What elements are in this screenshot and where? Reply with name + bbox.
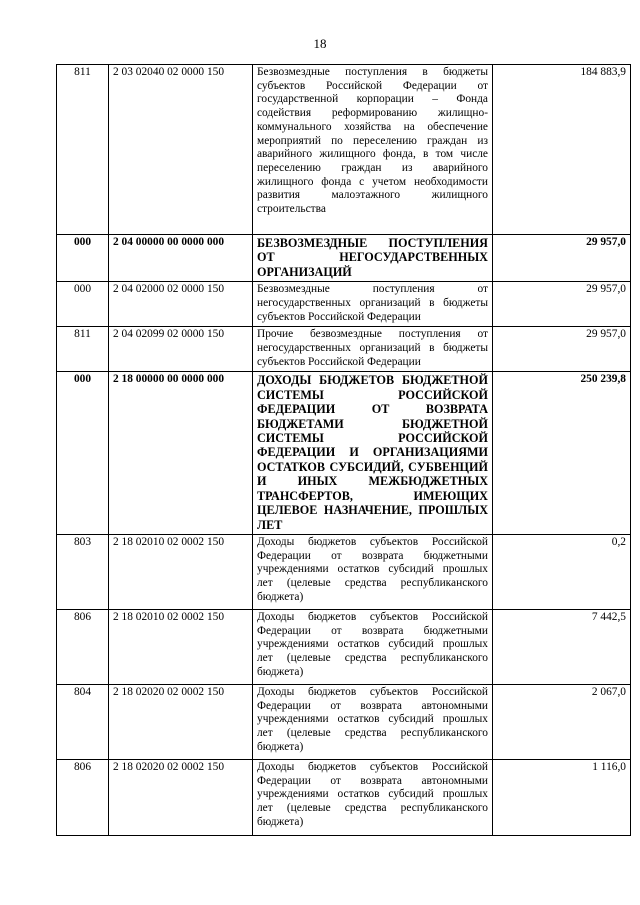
revenue-name-cell: Прочие безвозмездные поступления от негосударственных организаций в бюджеты субъектов Российской Федерации [253, 327, 493, 372]
amount-cell: 2 067,0 [493, 684, 631, 759]
budget-classification-code-cell: 2 04 02000 02 0000 150 [109, 282, 253, 327]
admin-code-cell: 806 [57, 759, 109, 835]
budget-classification-code-cell: 2 18 00000 00 0000 000 [109, 372, 253, 534]
table-row [57, 372, 631, 534]
table-row [57, 65, 631, 235]
budget-classification-code-cell: 2 18 02020 02 0002 150 [109, 684, 253, 759]
budget-classification-code-cell: 2 18 02010 02 0002 150 [109, 534, 253, 609]
amount-cell: 184 883,9 [493, 65, 631, 235]
revenue-name-cell: Доходы бюджетов субъектов Российской Федерации от возврата автономными учреждениями остатков субсидий прошлых лет (целевые средства республиканского бюджета) [253, 684, 493, 759]
amount-cell: 29 957,0 [493, 282, 631, 327]
admin-code-cell: 811 [57, 65, 109, 235]
budget-classification-code-cell: 2 18 02010 02 0002 150 [109, 609, 253, 684]
budget-classification-code-cell: 2 18 02020 02 0002 150 [109, 759, 253, 835]
amount-cell: 1 116,0 [493, 759, 631, 835]
table-row [57, 327, 631, 372]
admin-code-cell: 000 [57, 372, 109, 534]
revenue-name-cell: Безвозмездные поступления от негосударственных организаций в бюджеты субъектов Российской Федерации [253, 282, 493, 327]
admin-code-cell: 804 [57, 684, 109, 759]
revenue-name-cell: БЕЗВОЗМЕЗДНЫЕ ПОСТУПЛЕНИЯ ОТ НЕГОСУДАРСТВЕННЫХ ОРГАНИЗАЦИЙ [253, 235, 493, 282]
table-row [57, 609, 631, 684]
revenue-name-cell: ДОХОДЫ БЮДЖЕТОВ БЮДЖЕТНОЙ СИСТЕМЫ РОССИЙСКОЙ ФЕДЕРАЦИИ ОТ ВОЗВРАТА БЮДЖЕТАМИ БЮДЖЕТНОЙ СИСТЕМЫ РОССИЙСКОЙ ФЕДЕРАЦИИ И ОРГАНИЗАЦИЯМИ ОСТАТКОВ СУБСИДИЙ, СУБВЕНЦИЙ И ИНЫХ МЕЖБЮДЖЕТНЫХ ТРАНСФЕРТОВ, ИМЕЮЩИХ ЦЕЛЕВОЕ НАЗНАЧЕНИЕ, ПРОШЛЫХ ЛЕТ [253, 372, 493, 534]
revenue-name-cell: Доходы бюджетов субъектов Российской Федерации от возврата автономными учреждениями остатков субсидий прошлых лет (целевые средства республиканского бюджета) [253, 759, 493, 835]
revenue-name-cell: Безвозмездные поступления в бюджеты субъектов Российской Федерации от государственной корпорации – Фонда содействия реформированию жилищно-коммунального хозяйства на обеспечение мероприятий по переселению граждан из аварийного жилищного фонда, в том числе переселению граждан из аварийного жилищного фонда с учетом необходимости развития малоэтажного жилищного строительства [253, 65, 493, 235]
admin-code-cell: 803 [57, 534, 109, 609]
amount-cell: 29 957,0 [493, 327, 631, 372]
table-row [57, 684, 631, 759]
amount-cell: 7 442,5 [493, 609, 631, 684]
admin-code-cell: 000 [57, 235, 109, 282]
table-row [57, 534, 631, 609]
amount-cell: 0,2 [493, 534, 631, 609]
revenue-name-cell: Доходы бюджетов субъектов Российской Федерации от возврата бюджетными учреждениями остатков субсидий прошлых лет (целевые средства республиканского бюджета) [253, 534, 493, 609]
table-row [57, 282, 631, 327]
revenue-table [56, 64, 631, 836]
admin-code-cell: 811 [57, 327, 109, 372]
amount-cell: 250 239,8 [493, 372, 631, 534]
budget-classification-code-cell: 2 03 02040 02 0000 150 [109, 65, 253, 235]
admin-code-cell: 806 [57, 609, 109, 684]
revenue-name-cell: Доходы бюджетов субъектов Российской Федерации от возврата бюджетными учреждениями остатков субсидий прошлых лет (целевые средства республиканского бюджета) [253, 609, 493, 684]
budget-classification-code-cell: 2 04 02099 02 0000 150 [109, 327, 253, 372]
table-row [57, 235, 631, 282]
admin-code-cell: 000 [57, 282, 109, 327]
budget-classification-code-cell: 2 04 00000 00 0000 000 [109, 235, 253, 282]
page-number: 18 [313, 36, 327, 51]
table-row [57, 759, 631, 835]
amount-cell: 29 957,0 [493, 235, 631, 282]
